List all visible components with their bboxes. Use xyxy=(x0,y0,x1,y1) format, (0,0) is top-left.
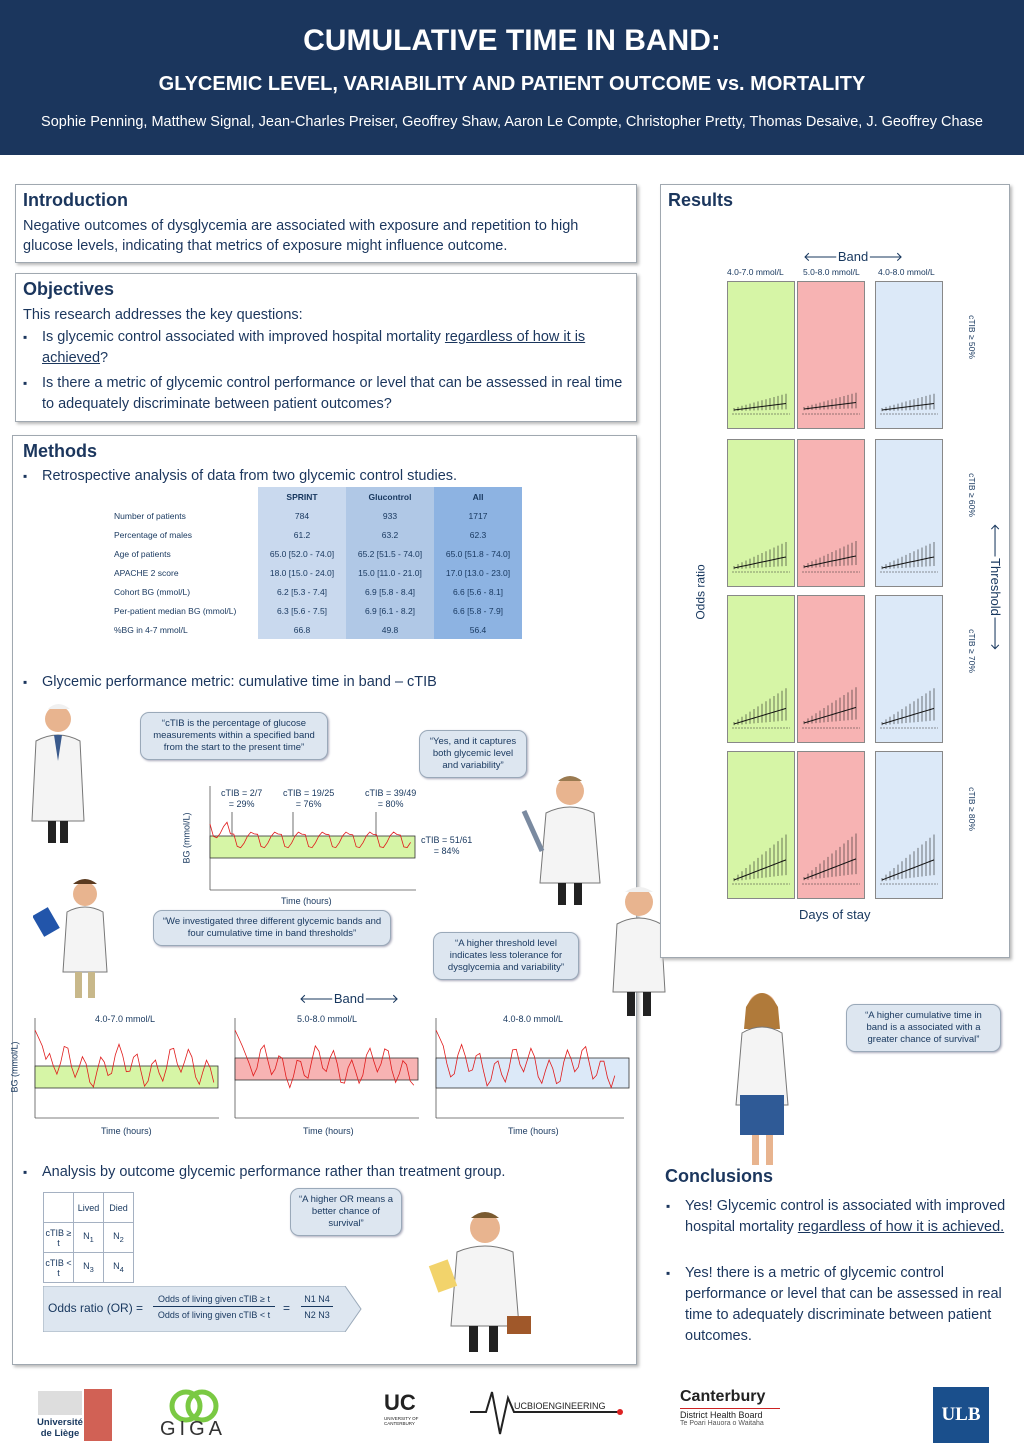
table-cell: 6.3 [5.6 - 7.5] xyxy=(258,601,346,620)
table-row-label: Age of patients xyxy=(114,548,171,559)
table-cell: 1717 xyxy=(434,506,522,525)
table-cell: 61.2 xyxy=(258,525,346,544)
table-cell: 62.3 xyxy=(434,525,522,544)
methods-panel xyxy=(9,435,637,1365)
threshold-label-80: cTIB ≥ 80% xyxy=(966,787,977,831)
or-col-lived: Lived xyxy=(74,1193,104,1223)
introduction-text: Negative outcomes of dysglycemia are associated with exposure and repetition to high glucose levels, indicating that metrics of exposure might influence outcome. xyxy=(23,218,579,254)
methods-band-arrow: 🡐Band🡒 xyxy=(299,991,400,1006)
objectives-title: Objectives xyxy=(23,279,115,299)
methods-title: Methods xyxy=(23,441,97,461)
ctib-example-xlabel: Time (hours) xyxy=(281,896,332,906)
results-quote-bubble: “A higher cumulative time in band is a associated with a greater chance of survival” xyxy=(846,1004,1001,1052)
or-contingency-table xyxy=(43,1192,134,1283)
table-row-label: Number of patients xyxy=(114,510,186,521)
results-band-3: 4.0-8.0 mmol/L xyxy=(878,267,935,277)
introduction-panel xyxy=(15,184,637,263)
band-1-xlabel: Time (hours) xyxy=(101,1126,152,1136)
table-cell: 6.6 [5.8 - 7.9] xyxy=(434,601,522,620)
poster-subtitle: GLYCEMIC LEVEL, VARIABILITY AND PATIENT OUTCOME vs. MORTALITY xyxy=(158,73,866,95)
table-cell: 49.8 xyxy=(346,620,434,639)
odds-ratio-panel xyxy=(875,281,943,429)
odds-ratio-panel xyxy=(797,595,865,743)
table-cell: 65.2 [51.5 - 74.0] xyxy=(346,544,434,563)
or-formula-denominator: Odds of living given cTIB < t xyxy=(157,1310,271,1320)
poster-title: CUMULATIVE TIME IN BAND: xyxy=(303,24,721,57)
or-row-lt: cTIB < t xyxy=(44,1253,74,1283)
band-ylabel: BG (mmol/L) xyxy=(9,1041,20,1093)
ctib-label-3: cTIB = 39/49 = 80% xyxy=(365,788,417,809)
band-2-title: 5.0-8.0 mmol/L xyxy=(297,1014,358,1024)
or-n3: $N_3$ xyxy=(74,1253,104,1283)
demographics-table xyxy=(110,487,522,639)
table-cell: 65.0 [51.8 - 74.0] xyxy=(434,544,522,563)
table-cell: 15.0 [11.0 - 21.0] xyxy=(346,563,434,582)
table-row xyxy=(110,544,522,563)
conclusions-title: Conclusions xyxy=(665,1166,774,1186)
threshold-label-50: cTIB ≥ 50% xyxy=(966,315,977,359)
or-n2: $N_2$ xyxy=(104,1223,134,1253)
table-cell: 933 xyxy=(346,506,434,525)
conclusions-panel xyxy=(662,1166,1012,1356)
band-1-title: 4.0-7.0 mmol/L xyxy=(95,1014,156,1024)
doctor-1-illustration xyxy=(18,701,98,851)
odds-ratio-panel xyxy=(875,595,943,743)
odds-ratio-panel xyxy=(727,439,795,587)
odds-ratio-panel xyxy=(797,751,865,899)
band-2-chart xyxy=(233,1016,425,1126)
ctib-label-2: cTIB = 19/25 = 76% xyxy=(283,788,335,809)
band-3-xlabel: Time (hours) xyxy=(508,1126,559,1136)
poster-header xyxy=(0,0,1024,155)
table-cell: 784 xyxy=(258,506,346,525)
band-1-chart xyxy=(33,1016,225,1126)
results-band-2: 5.0-8.0 mmol/L xyxy=(803,267,860,277)
uc-logo: UC UNIVERSITY OF CANTERBURY xyxy=(384,1390,419,1426)
or-col-died: Died xyxy=(104,1193,134,1223)
results-band-arrow: 🡐Band🡒 xyxy=(803,249,904,264)
methods-bullet-2: ▪ Glycemic performance metric: cumulative time in band – cTIB xyxy=(23,672,623,693)
results-panel xyxy=(660,184,1010,958)
results-band-1: 4.0-7.0 mmol/L xyxy=(727,267,784,277)
table-cell: 17.0 [13.0 - 23.0] xyxy=(434,563,522,582)
doctor-5-illustration xyxy=(427,1206,537,1358)
objective-question-2: ▪ Is there a metric of glycemic control performance or level that can be assessed in real time to adequately discriminate between patient outcomes? xyxy=(23,373,623,415)
odds-ratio-panel xyxy=(797,281,865,429)
results-xlabel: Days of stay xyxy=(799,907,871,922)
table-row-label: APACHE 2 score xyxy=(114,567,179,578)
or-row-ge: cTIB ≥ t xyxy=(44,1223,74,1253)
table-cell: 6.2 [5.3 - 7.4] xyxy=(258,582,346,601)
table-row-label: Cohort BG (mmol/L) xyxy=(114,586,191,597)
results-ylabel: Odds ratio xyxy=(693,564,708,620)
introduction-title: Introduction xyxy=(23,190,128,210)
table-row-label: Per-patient median BG (mmol/L) xyxy=(114,605,237,616)
table-row xyxy=(110,582,522,601)
table-row xyxy=(110,506,522,525)
or-formula-label: Odds ratio (OR) = xyxy=(48,1301,144,1315)
conclusion-1: ▪ Yes! Glycemic control is associated with improved hospital mortality regardless of how it is achieved. xyxy=(666,1196,1006,1238)
odds-ratio-panel xyxy=(875,439,943,587)
ctib-label-1: cTIB = 2/7 = 29% xyxy=(221,788,263,809)
table-cell: 6.9 [5.8 - 8.4] xyxy=(346,582,434,601)
table-header-empty xyxy=(110,487,258,506)
doctor-2-illustration xyxy=(518,771,618,911)
table-row-label: %BG in 4-7 mmol/L xyxy=(114,624,188,635)
ulb-logo: ULB xyxy=(933,1387,989,1443)
poster-authors: Sophie Penning, Matthew Signal, Jean-Charles Preiser, Geoffrey Shaw, Aaron Le Compte, Christopher Pretty, Thomas Desaive, J. Geoffrey Chase xyxy=(41,114,983,130)
table-header-glucontrol: Glucontrol xyxy=(346,487,434,506)
quote-bubble-1: “cTIB is the percentage of glucose measurements within a specified band from the start to the present time” xyxy=(140,712,328,760)
quote-bubble-2: “Yes, and it captures both glycemic level and variability” xyxy=(419,730,527,778)
or-formula-rnum: N1 N4 xyxy=(301,1294,333,1307)
objective-question-1: ▪ Is glycemic control associated with improved hospital mortality regardless of how it is achieved? xyxy=(23,327,623,369)
objectives-lead: This research addresses the key questions: xyxy=(23,307,303,323)
table-cell: 6.9 [6.1 - 8.2] xyxy=(346,601,434,620)
table-row-label: Percentage of males xyxy=(114,529,192,540)
threshold-label-60: cTIB ≥ 60% xyxy=(966,473,977,517)
or-formula-numerator: Odds of living given cTIB ≥ t xyxy=(153,1294,275,1307)
doctor-6-illustration xyxy=(722,985,802,1170)
conclusion-2: ▪ Yes! there is a metric of glycemic control performance or level that can be assessed in real time to adequately discriminate between patient outcomes. xyxy=(666,1263,1006,1347)
table-row xyxy=(110,601,522,620)
objectives-panel xyxy=(15,273,637,422)
table-header-sprint: SPRINT xyxy=(258,487,346,506)
table-header-all: All xyxy=(434,487,522,506)
uliege-logo: Université de Liège xyxy=(36,1385,116,1445)
results-threshold-arrow: 🡐Threshold🡒 xyxy=(987,523,1003,651)
threshold-label-70: cTIB ≥ 70% xyxy=(966,629,977,673)
ctib-label-4: cTIB = 51/61 = 84% xyxy=(421,835,473,856)
quote-bubble-5: “A higher OR means a better chance of survival” xyxy=(290,1188,402,1236)
table-cell: 65.0 [52.0 - 74.0] xyxy=(258,544,346,563)
methods-bullet-3: ▪ Analysis by outcome glycemic performance rather than treatment group. xyxy=(23,1162,623,1183)
or-formula-rden: N2 N3 xyxy=(304,1310,330,1320)
table-row xyxy=(110,620,522,639)
or-n4: $N_4$ xyxy=(104,1253,134,1283)
table-cell: 18.0 [15.0 - 24.0] xyxy=(258,563,346,582)
cdhb-logo: Canterbury District Health Board Te Poari Hauora o Waitaha xyxy=(680,1388,780,1442)
odds-ratio-panel xyxy=(875,751,943,899)
table-cell: 56.4 xyxy=(434,620,522,639)
doctor-3-illustration xyxy=(33,876,133,1006)
quote-bubble-3: “We investigated three different glycemic bands and four cumulative time in band thresholds” xyxy=(153,910,391,946)
table-cell: 66.8 xyxy=(258,620,346,639)
ucbioengineering-logo: UCBIOENGINEERING xyxy=(470,1388,628,1442)
table-cell: 6.6 [5.6 - 8.1] xyxy=(434,582,522,601)
band-3-chart xyxy=(434,1016,630,1126)
band-3-title: 4.0-8.0 mmol/L xyxy=(503,1014,564,1024)
odds-ratio-panel xyxy=(797,439,865,587)
table-cell: 63.2 xyxy=(346,525,434,544)
or-formula-equals: = xyxy=(283,1301,291,1315)
or-n1: $N_1$ xyxy=(74,1223,104,1253)
table-row xyxy=(110,525,522,544)
or-corner xyxy=(44,1193,74,1223)
results-title: Results xyxy=(668,190,734,210)
odds-ratio-panel xyxy=(727,595,795,743)
band-2-xlabel: Time (hours) xyxy=(303,1126,354,1136)
table-row xyxy=(110,563,522,582)
ctib-example-ylabel: BG (mmol/L) xyxy=(181,812,192,864)
quote-bubble-4: “A higher threshold level indicates less tolerance for dysglycemia and variability” xyxy=(433,932,579,980)
methods-bullet-1: ▪ Retrospective analysis of data from two glycemic control studies. xyxy=(23,466,623,487)
odds-ratio-panel xyxy=(727,281,795,429)
giga-logo: GIGA xyxy=(152,1388,238,1444)
odds-ratio-panel xyxy=(727,751,795,899)
